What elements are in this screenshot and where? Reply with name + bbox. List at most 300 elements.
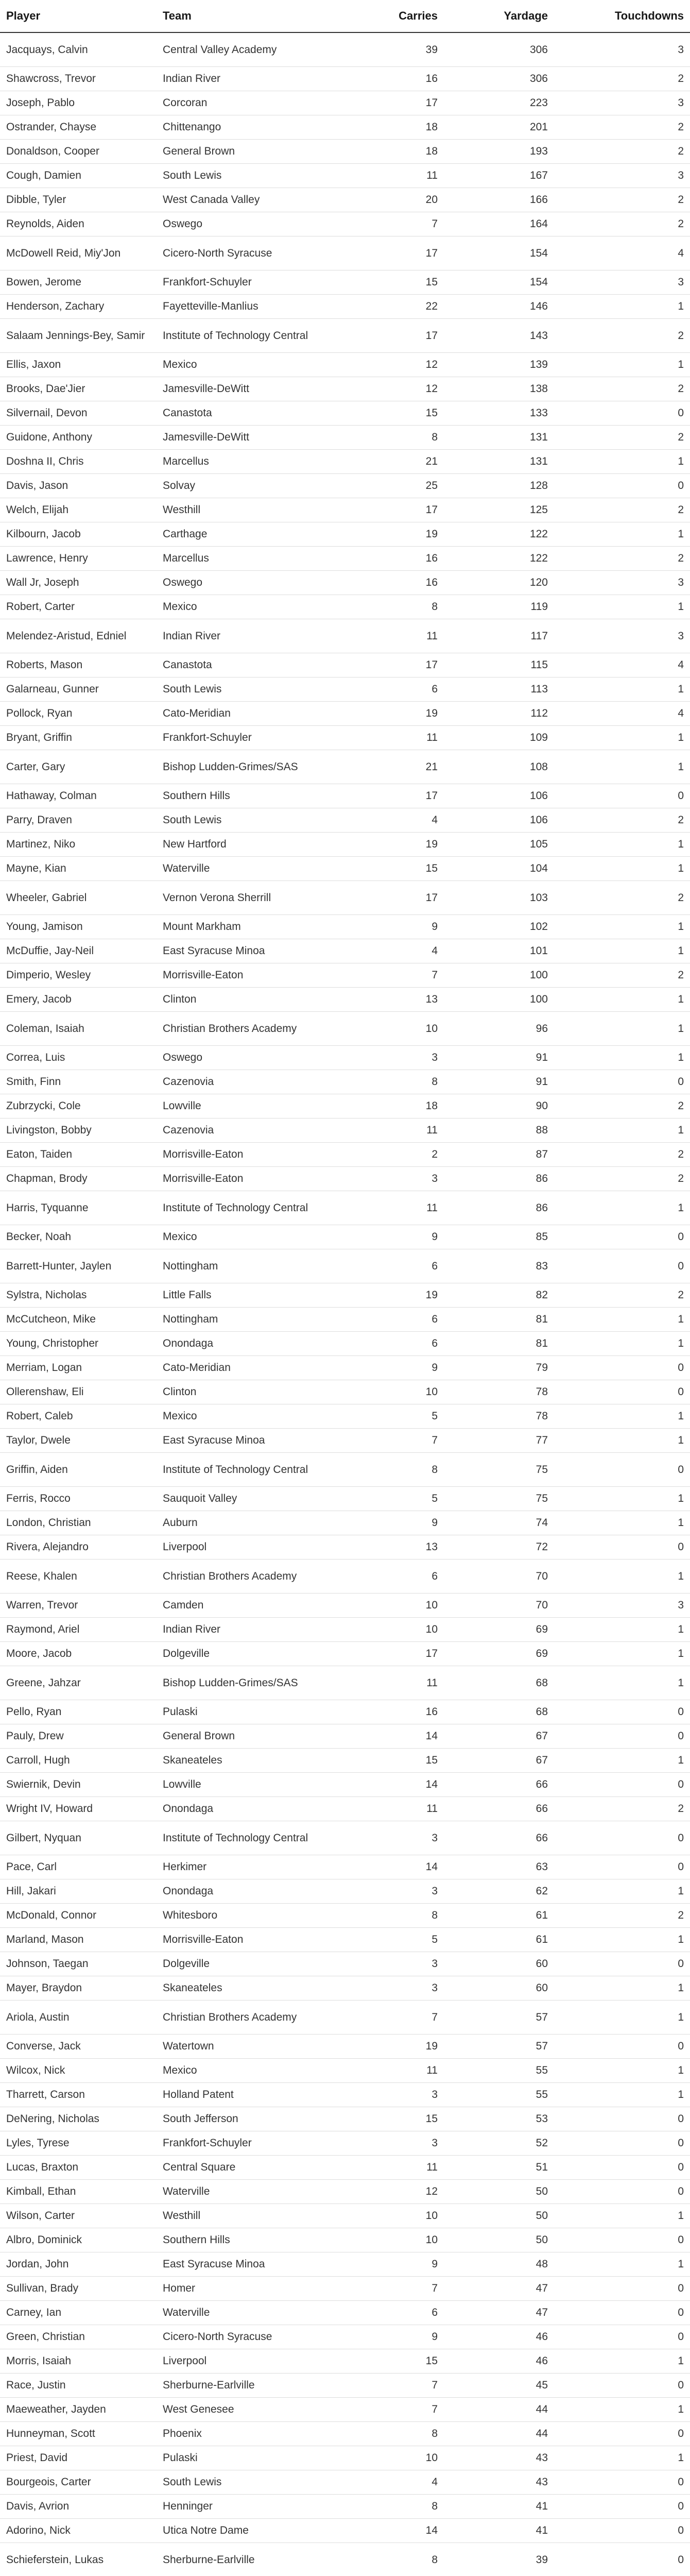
cell-touchdowns: 2 <box>554 881 690 915</box>
table-row <box>0 595 690 619</box>
table-row <box>0 1797 690 1821</box>
cell-touchdowns: 0 <box>554 2180 690 2204</box>
table-row <box>0 1380 690 1404</box>
cell-carries: 3 <box>334 1952 444 1976</box>
cell-team: Canastota <box>157 653 334 677</box>
cell-team: West Genesee <box>157 2398 334 2422</box>
cell-carries: 16 <box>334 67 444 91</box>
table-row <box>0 1952 690 1976</box>
cell-carries: 17 <box>334 498 444 522</box>
table-row <box>0 67 690 91</box>
cell-carries: 14 <box>334 1773 444 1797</box>
cell-yardage: 66 <box>444 1797 554 1821</box>
cell-yardage: 112 <box>444 702 554 726</box>
table-row <box>0 1749 690 1773</box>
cell-carries: 17 <box>334 653 444 677</box>
cell-touchdowns: 2 <box>554 547 690 571</box>
cell-yardage: 41 <box>444 2495 554 2519</box>
cell-touchdowns: 0 <box>554 2035 690 2059</box>
cell-carries: 17 <box>334 1642 444 1666</box>
cell-touchdowns: 0 <box>554 2131 690 2156</box>
table-row <box>0 1594 690 1618</box>
table-row <box>0 1191 690 1225</box>
cell-carries: 7 <box>334 2374 444 2398</box>
cell-carries: 7 <box>334 963 444 988</box>
cell-team: Liverpool <box>157 2349 334 2374</box>
cell-touchdowns: 1 <box>554 1511 690 1535</box>
cell-yardage: 87 <box>444 1143 554 1167</box>
cell-yardage: 102 <box>444 915 554 939</box>
cell-player: McDowell Reid, Miy'Jon <box>0 236 157 270</box>
cell-touchdowns: 1 <box>554 1560 690 1594</box>
cell-carries: 19 <box>334 833 444 857</box>
cell-team: Christian Brothers Academy <box>157 1012 334 1046</box>
cell-player: Welch, Elijah <box>0 498 157 522</box>
table-row <box>0 1618 690 1642</box>
table-row <box>0 726 690 750</box>
cell-touchdowns: 0 <box>554 2470 690 2495</box>
cell-player: Greene, Jahzar <box>0 1666 157 1700</box>
cell-team: General Brown <box>157 1724 334 1749</box>
cell-carries: 21 <box>334 750 444 784</box>
table-row <box>0 1453 690 1487</box>
cell-touchdowns: 0 <box>554 2543 690 2576</box>
cell-team: Institute of Technology Central <box>157 319 334 353</box>
cell-carries: 3 <box>334 1046 444 1070</box>
cell-team: Sherburne-Earlville <box>157 2374 334 2398</box>
table-body <box>0 32 690 2576</box>
cell-carries: 7 <box>334 2398 444 2422</box>
cell-team: Pulaski <box>157 2446 334 2470</box>
cell-team: Herkimer <box>157 1855 334 1879</box>
cell-yardage: 46 <box>444 2325 554 2349</box>
cell-player: Emery, Jacob <box>0 988 157 1012</box>
cell-player: Correa, Luis <box>0 1046 157 1070</box>
table-row <box>0 2180 690 2204</box>
cell-team: Central Valley Academy <box>157 32 334 67</box>
cell-team: South Jefferson <box>157 2107 334 2131</box>
cell-yardage: 125 <box>444 498 554 522</box>
cell-team: Sherburne-Earlville <box>157 2543 334 2576</box>
cell-yardage: 78 <box>444 1404 554 1429</box>
cell-carries: 11 <box>334 1797 444 1821</box>
table-row <box>0 236 690 270</box>
cell-team: Morrisville-Eaton <box>157 1143 334 1167</box>
cell-carries: 10 <box>334 2446 444 2470</box>
cell-player: Morris, Isaiah <box>0 2349 157 2374</box>
cell-yardage: 48 <box>444 2252 554 2277</box>
cell-team: Auburn <box>157 1511 334 1535</box>
table-row <box>0 619 690 653</box>
cell-touchdowns: 3 <box>554 571 690 595</box>
cell-carries: 17 <box>334 319 444 353</box>
cell-player: DeNering, Nicholas <box>0 2107 157 2131</box>
cell-carries: 9 <box>334 1225 444 1249</box>
cell-yardage: 139 <box>444 353 554 377</box>
column-header-team[interactable]: Team <box>157 0 334 32</box>
cell-touchdowns: 1 <box>554 450 690 474</box>
cell-yardage: 75 <box>444 1487 554 1511</box>
table-row <box>0 1225 690 1249</box>
cell-team: Indian River <box>157 67 334 91</box>
table-row <box>0 319 690 353</box>
cell-player: Raymond, Ariel <box>0 1618 157 1642</box>
table-row <box>0 1167 690 1191</box>
cell-player: Davis, Avrion <box>0 2495 157 2519</box>
cell-touchdowns: 1 <box>554 522 690 547</box>
cell-yardage: 103 <box>444 881 554 915</box>
cell-team: Mexico <box>157 1404 334 1429</box>
cell-player: Carroll, Hugh <box>0 1749 157 1773</box>
cell-carries: 5 <box>334 1487 444 1511</box>
header-row <box>0 0 690 32</box>
cell-carries: 11 <box>334 164 444 188</box>
cell-yardage: 120 <box>444 571 554 595</box>
table-row <box>0 2422 690 2446</box>
cell-touchdowns: 1 <box>554 750 690 784</box>
cell-team: Dolgeville <box>157 1642 334 1666</box>
cell-player: Kimball, Ethan <box>0 2180 157 2204</box>
table-row <box>0 1249 690 1283</box>
cell-yardage: 57 <box>444 2035 554 2059</box>
cell-yardage: 81 <box>444 1308 554 1332</box>
table-row <box>0 2374 690 2398</box>
cell-carries: 6 <box>334 1308 444 1332</box>
cell-player: Swiernik, Devin <box>0 1773 157 1797</box>
cell-team: Jamesville-DeWitt <box>157 426 334 450</box>
cell-carries: 16 <box>334 547 444 571</box>
cell-team: Mexico <box>157 2059 334 2083</box>
cell-yardage: 55 <box>444 2059 554 2083</box>
cell-yardage: 100 <box>444 963 554 988</box>
cell-team: Cato-Meridian <box>157 1356 334 1380</box>
cell-yardage: 68 <box>444 1666 554 1700</box>
cell-touchdowns: 1 <box>554 2252 690 2277</box>
table-header <box>0 0 690 32</box>
cell-touchdowns: 2 <box>554 426 690 450</box>
cell-player: Salaam Jennings-Bey, Samir <box>0 319 157 353</box>
cell-touchdowns: 1 <box>554 1976 690 2001</box>
cell-player: Lawrence, Henry <box>0 547 157 571</box>
cell-yardage: 86 <box>444 1191 554 1225</box>
cell-player: Guidone, Anthony <box>0 426 157 450</box>
cell-team: Utica Notre Dame <box>157 2519 334 2543</box>
cell-player: Kilbourn, Jacob <box>0 522 157 547</box>
cell-team: Skaneateles <box>157 1976 334 2001</box>
cell-touchdowns: 0 <box>554 2374 690 2398</box>
cell-touchdowns: 3 <box>554 164 690 188</box>
cell-carries: 9 <box>334 1511 444 1535</box>
cell-player: Young, Christopher <box>0 1332 157 1356</box>
cell-touchdowns: 0 <box>554 784 690 808</box>
cell-carries: 14 <box>334 1724 444 1749</box>
table-row <box>0 857 690 881</box>
cell-team: Morrisville-Eaton <box>157 1167 334 1191</box>
table-row <box>0 1429 690 1453</box>
cell-team: Skaneateles <box>157 1749 334 1773</box>
table-row <box>0 808 690 833</box>
cell-yardage: 119 <box>444 595 554 619</box>
cell-yardage: 74 <box>444 1511 554 1535</box>
cell-player: Priest, David <box>0 2446 157 2470</box>
cell-player: Barrett-Hunter, Jaylen <box>0 1249 157 1283</box>
cell-yardage: 88 <box>444 1118 554 1143</box>
cell-touchdowns: 1 <box>554 1012 690 1046</box>
cell-team: West Canada Valley <box>157 188 334 212</box>
cell-yardage: 113 <box>444 677 554 702</box>
cell-yardage: 39 <box>444 2543 554 2576</box>
table-row <box>0 2519 690 2543</box>
cell-player: Griffin, Aiden <box>0 1453 157 1487</box>
cell-carries: 22 <box>334 295 444 319</box>
table-row <box>0 988 690 1012</box>
table-row <box>0 1700 690 1724</box>
cell-touchdowns: 1 <box>554 677 690 702</box>
cell-player: Race, Justin <box>0 2374 157 2398</box>
cell-touchdowns: 0 <box>554 401 690 426</box>
cell-yardage: 146 <box>444 295 554 319</box>
cell-yardage: 306 <box>444 32 554 67</box>
cell-team: Nottingham <box>157 1249 334 1283</box>
cell-carries: 9 <box>334 2325 444 2349</box>
cell-touchdowns: 2 <box>554 67 690 91</box>
cell-team: New Hartford <box>157 833 334 857</box>
cell-player: Smith, Finn <box>0 1070 157 1094</box>
cell-touchdowns: 1 <box>554 595 690 619</box>
cell-team: Onondaga <box>157 1879 334 1904</box>
cell-carries: 10 <box>334 2228 444 2252</box>
cell-carries: 17 <box>334 784 444 808</box>
cell-carries: 16 <box>334 571 444 595</box>
cell-team: South Lewis <box>157 2470 334 2495</box>
table-row <box>0 1487 690 1511</box>
cell-team: Frankfort-Schuyler <box>157 726 334 750</box>
cell-touchdowns: 1 <box>554 915 690 939</box>
cell-carries: 4 <box>334 808 444 833</box>
cell-team: Whitesboro <box>157 1904 334 1928</box>
table-row <box>0 677 690 702</box>
cell-player: Moore, Jacob <box>0 1642 157 1666</box>
cell-touchdowns: 1 <box>554 1404 690 1429</box>
cell-yardage: 82 <box>444 1283 554 1308</box>
cell-yardage: 47 <box>444 2301 554 2325</box>
cell-carries: 7 <box>334 212 444 236</box>
table-row <box>0 1928 690 1952</box>
table-row <box>0 1308 690 1332</box>
cell-carries: 5 <box>334 1404 444 1429</box>
cell-carries: 6 <box>334 1249 444 1283</box>
cell-touchdowns: 0 <box>554 1453 690 1487</box>
cell-carries: 16 <box>334 1700 444 1724</box>
cell-touchdowns: 1 <box>554 1332 690 1356</box>
cell-team: South Lewis <box>157 164 334 188</box>
cell-yardage: 306 <box>444 67 554 91</box>
cell-carries: 19 <box>334 2035 444 2059</box>
cell-yardage: 91 <box>444 1046 554 1070</box>
cell-player: Ellis, Jaxon <box>0 353 157 377</box>
cell-yardage: 53 <box>444 2107 554 2131</box>
cell-team: Onondaga <box>157 1332 334 1356</box>
cell-player: Schieferstein, Lukas <box>0 2543 157 2576</box>
cell-team: Waterville <box>157 2301 334 2325</box>
cell-yardage: 50 <box>444 2228 554 2252</box>
cell-yardage: 69 <box>444 1618 554 1642</box>
cell-carries: 8 <box>334 1904 444 1928</box>
cell-team: Indian River <box>157 619 334 653</box>
cell-team: Institute of Technology Central <box>157 1821 334 1855</box>
cell-carries: 15 <box>334 1749 444 1773</box>
cell-touchdowns: 0 <box>554 1070 690 1094</box>
cell-yardage: 66 <box>444 1773 554 1797</box>
cell-touchdowns: 3 <box>554 32 690 67</box>
cell-team: Cazenovia <box>157 1118 334 1143</box>
cell-yardage: 128 <box>444 474 554 498</box>
table-row <box>0 2156 690 2180</box>
cell-player: Bowen, Jerome <box>0 270 157 295</box>
column-header-player[interactable]: Player <box>0 0 157 32</box>
cell-yardage: 67 <box>444 1724 554 1749</box>
table-row <box>0 2204 690 2228</box>
cell-yardage: 55 <box>444 2083 554 2107</box>
column-header-yardage[interactable]: Yardage <box>444 0 554 32</box>
cell-team: Watertown <box>157 2035 334 2059</box>
table-row <box>0 2035 690 2059</box>
column-header-touchdowns[interactable]: Touchdowns <box>554 0 690 32</box>
table-row <box>0 188 690 212</box>
cell-touchdowns: 0 <box>554 1724 690 1749</box>
cell-player: Coleman, Isaiah <box>0 1012 157 1046</box>
cell-player: Marland, Mason <box>0 1928 157 1952</box>
cell-carries: 15 <box>334 270 444 295</box>
table-row <box>0 401 690 426</box>
cell-yardage: 66 <box>444 1821 554 1855</box>
cell-team: Nottingham <box>157 1308 334 1332</box>
table-row <box>0 547 690 571</box>
cell-team: Cazenovia <box>157 1070 334 1094</box>
table-row <box>0 1666 690 1700</box>
cell-player: Ferris, Rocco <box>0 1487 157 1511</box>
cell-player: Reynolds, Aiden <box>0 212 157 236</box>
cell-yardage: 122 <box>444 522 554 547</box>
cell-yardage: 143 <box>444 319 554 353</box>
cell-yardage: 50 <box>444 2180 554 2204</box>
cell-player: Parry, Draven <box>0 808 157 833</box>
cell-team: Mexico <box>157 353 334 377</box>
cell-yardage: 61 <box>444 1904 554 1928</box>
cell-carries: 11 <box>334 2156 444 2180</box>
column-header-carries[interactable]: Carries <box>334 0 444 32</box>
cell-touchdowns: 1 <box>554 295 690 319</box>
table-row <box>0 1012 690 1046</box>
cell-carries: 7 <box>334 2277 444 2301</box>
cell-player: Converse, Jack <box>0 2035 157 2059</box>
cell-touchdowns: 0 <box>554 1855 690 1879</box>
cell-carries: 3 <box>334 2131 444 2156</box>
cell-touchdowns: 3 <box>554 1594 690 1618</box>
cell-carries: 11 <box>334 2059 444 2083</box>
table-row <box>0 377 690 401</box>
cell-yardage: 67 <box>444 1749 554 1773</box>
cell-carries: 9 <box>334 915 444 939</box>
cell-carries: 6 <box>334 2301 444 2325</box>
cell-player: Merriam, Logan <box>0 1356 157 1380</box>
cell-team: Cato-Meridian <box>157 702 334 726</box>
cell-touchdowns: 1 <box>554 726 690 750</box>
cell-carries: 9 <box>334 1356 444 1380</box>
cell-touchdowns: 2 <box>554 1094 690 1118</box>
cell-touchdowns: 1 <box>554 1928 690 1952</box>
cell-player: Wall Jr, Joseph <box>0 571 157 595</box>
table-row <box>0 1046 690 1070</box>
cell-yardage: 154 <box>444 236 554 270</box>
cell-carries: 6 <box>334 677 444 702</box>
cell-player: Roberts, Mason <box>0 653 157 677</box>
cell-touchdowns: 2 <box>554 115 690 140</box>
table-row <box>0 1535 690 1560</box>
table-row <box>0 1356 690 1380</box>
table-row <box>0 2083 690 2107</box>
cell-touchdowns: 1 <box>554 2204 690 2228</box>
cell-player: Doshna II, Chris <box>0 450 157 474</box>
cell-team: Morrisville-Eaton <box>157 963 334 988</box>
cell-touchdowns: 1 <box>554 939 690 963</box>
cell-carries: 8 <box>334 1453 444 1487</box>
table-row <box>0 1773 690 1797</box>
cell-player: Wright IV, Howard <box>0 1797 157 1821</box>
cell-yardage: 131 <box>444 450 554 474</box>
cell-touchdowns: 0 <box>554 2301 690 2325</box>
table-row <box>0 164 690 188</box>
cell-carries: 10 <box>334 2204 444 2228</box>
cell-touchdowns: 0 <box>554 1700 690 1724</box>
cell-carries: 25 <box>334 474 444 498</box>
cell-touchdowns: 4 <box>554 236 690 270</box>
cell-carries: 7 <box>334 2001 444 2035</box>
table-row <box>0 2131 690 2156</box>
cell-player: Young, Jamison <box>0 915 157 939</box>
table-row <box>0 2349 690 2374</box>
cell-player: Brooks, Dae'Jier <box>0 377 157 401</box>
cell-yardage: 167 <box>444 164 554 188</box>
cell-team: Institute of Technology Central <box>157 1191 334 1225</box>
cell-team: Christian Brothers Academy <box>157 1560 334 1594</box>
cell-carries: 39 <box>334 32 444 67</box>
cell-carries: 8 <box>334 426 444 450</box>
cell-touchdowns: 1 <box>554 1429 690 1453</box>
cell-yardage: 45 <box>444 2374 554 2398</box>
cell-touchdowns: 1 <box>554 2059 690 2083</box>
cell-touchdowns: 2 <box>554 140 690 164</box>
cell-carries: 10 <box>334 1380 444 1404</box>
cell-player: Carney, Ian <box>0 2301 157 2325</box>
cell-player: Hunneyman, Scott <box>0 2422 157 2446</box>
table-row <box>0 140 690 164</box>
cell-player: Robert, Carter <box>0 595 157 619</box>
cell-player: Hathaway, Colman <box>0 784 157 808</box>
cell-carries: 6 <box>334 1560 444 1594</box>
cell-yardage: 154 <box>444 270 554 295</box>
cell-team: General Brown <box>157 140 334 164</box>
cell-team: Corcoran <box>157 91 334 115</box>
cell-player: Bourgeois, Carter <box>0 2470 157 2495</box>
cell-yardage: 68 <box>444 1700 554 1724</box>
cell-touchdowns: 1 <box>554 2349 690 2374</box>
cell-player: Ostrander, Chayse <box>0 115 157 140</box>
cell-player: Green, Christian <box>0 2325 157 2349</box>
cell-touchdowns: 0 <box>554 1225 690 1249</box>
cell-team: Sauquoit Valley <box>157 1487 334 1511</box>
cell-yardage: 122 <box>444 547 554 571</box>
